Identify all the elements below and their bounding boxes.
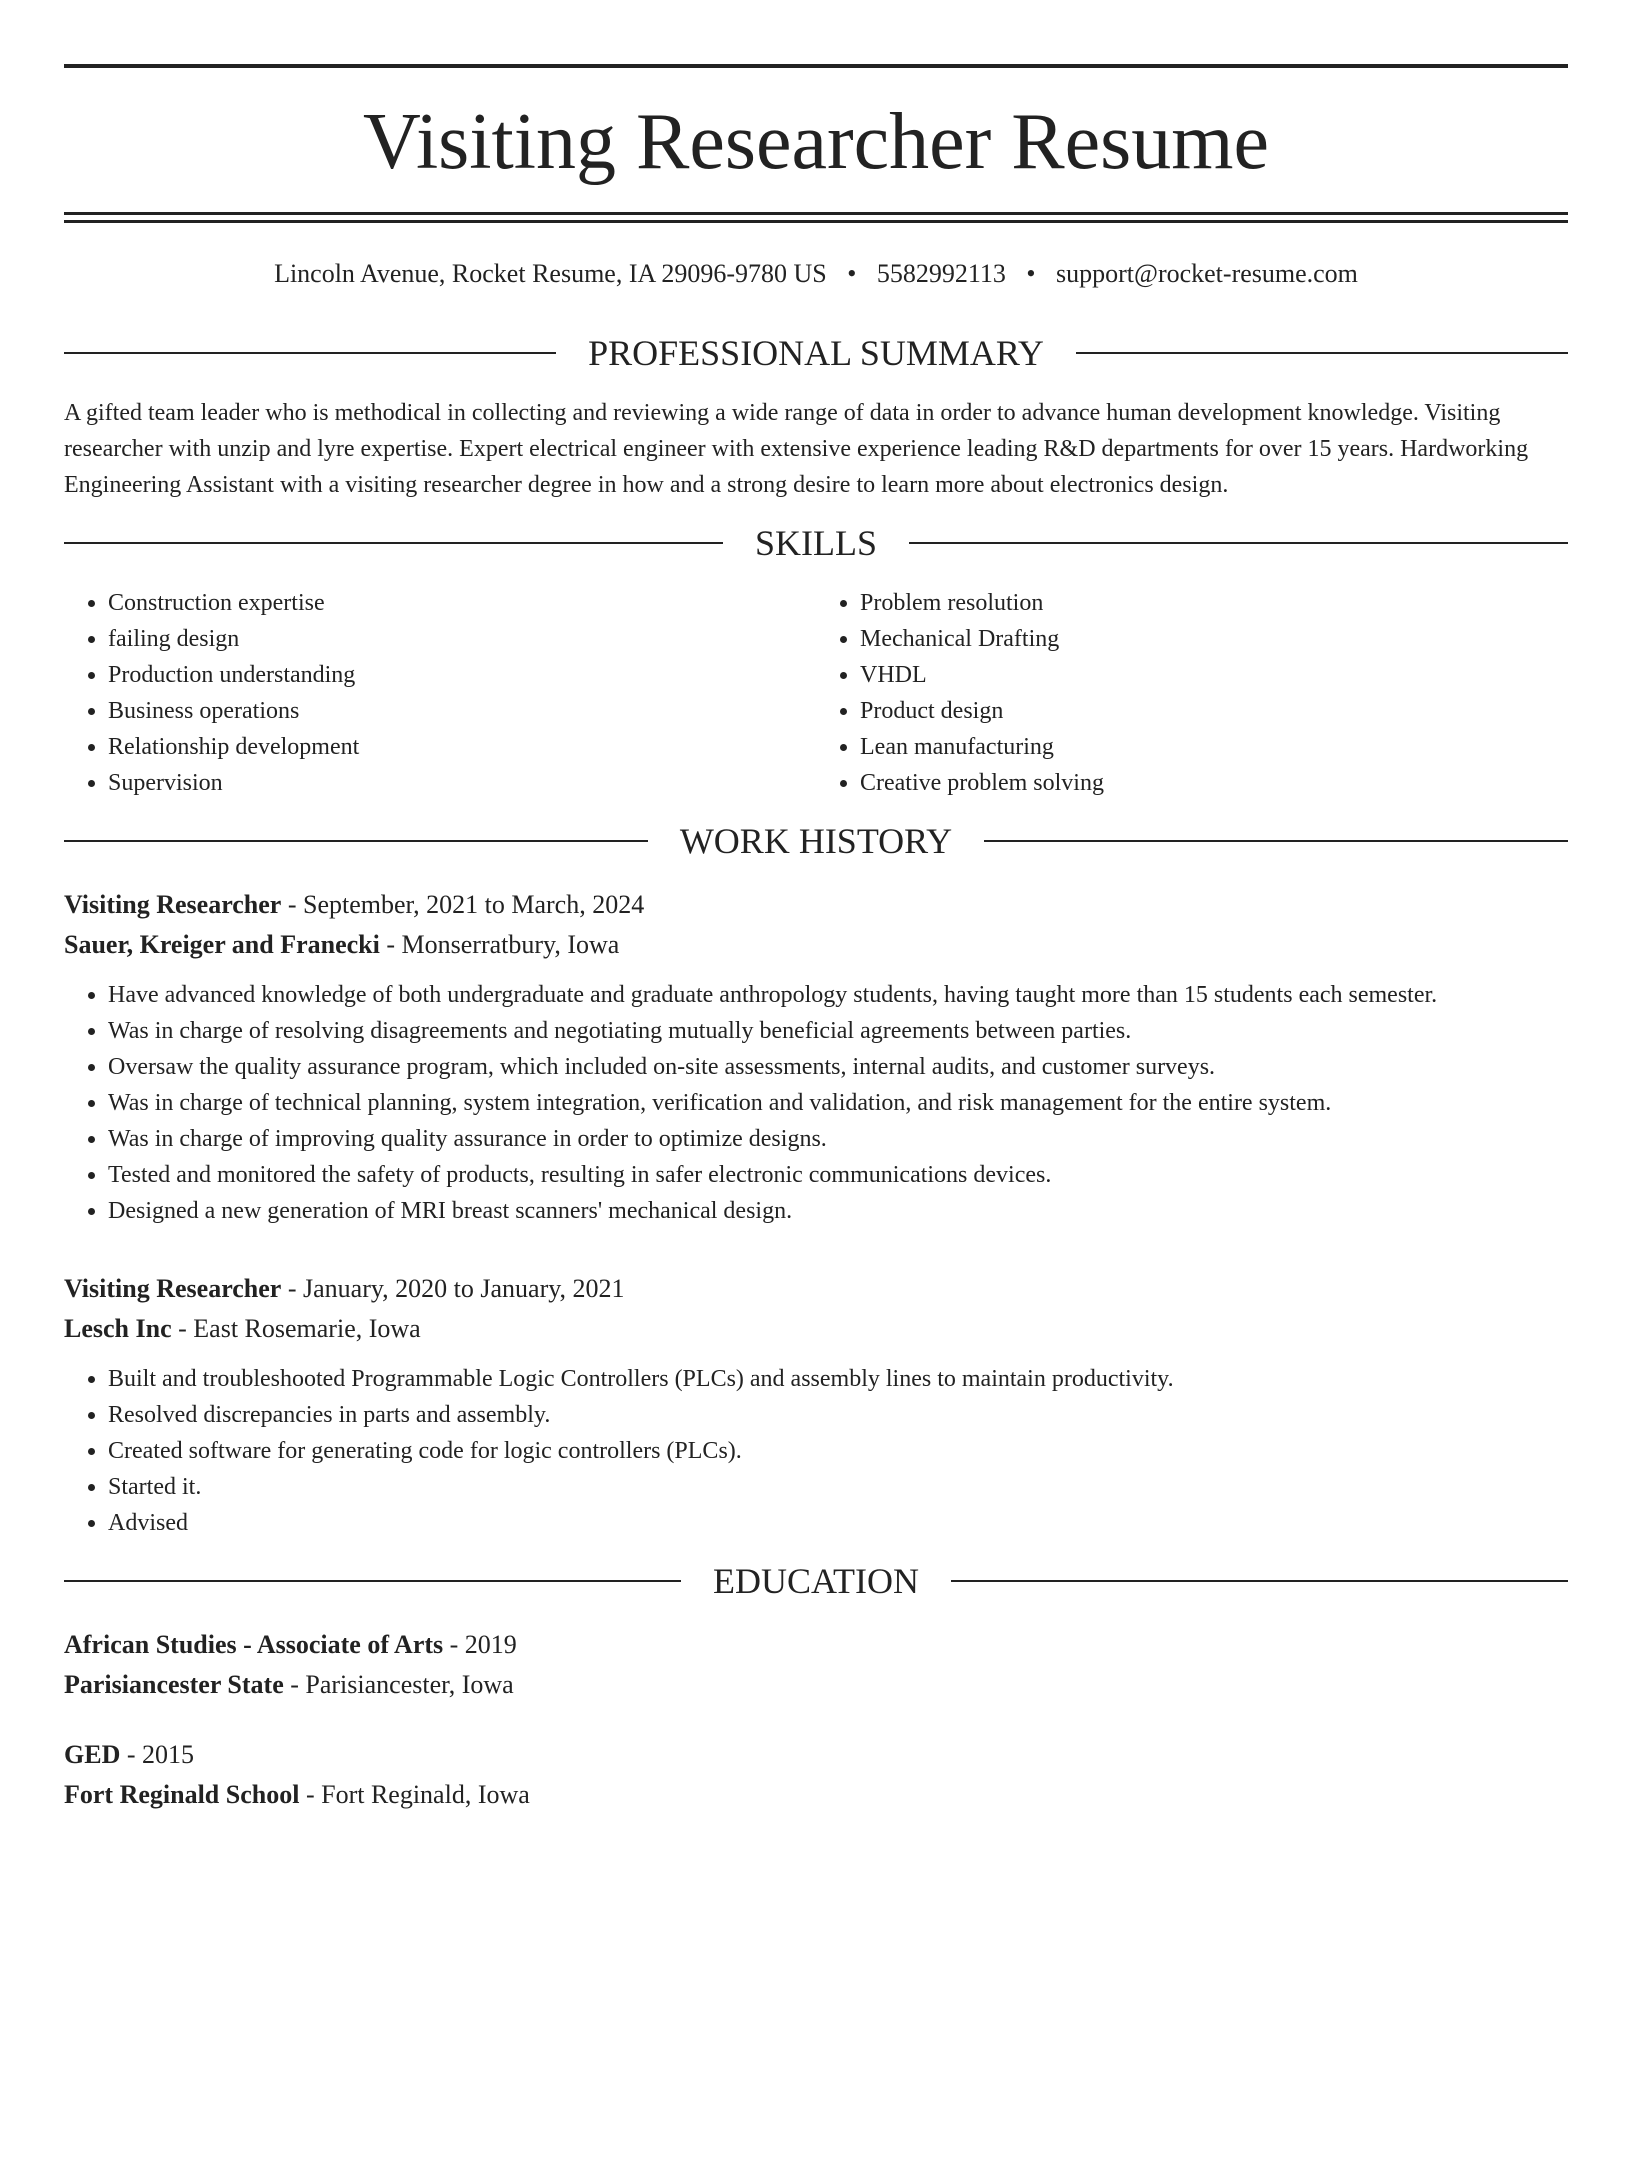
job-bullet: • Resolved discrepancies in parts and assembly. — [108, 1397, 1568, 1433]
title-rule-upper — [64, 212, 1568, 215]
heading-rule-left — [64, 1580, 681, 1582]
skill-item: • Production understanding — [108, 657, 816, 693]
education-location: - Parisiancester, Iowa — [283, 1670, 514, 1699]
skill-item: • failing design — [108, 621, 816, 657]
education-degree-line — [64, 1625, 1568, 1665]
job-bullet: • Started it. — [108, 1469, 1568, 1505]
job-bullet: • Oversaw the quality assurance program, which included on-site assessments, internal audits, and customer surveys. — [108, 1049, 1568, 1085]
education-school-line — [64, 1665, 1568, 1705]
heading-rule-left — [64, 542, 723, 544]
education-school-line — [64, 1775, 1568, 1815]
job-entry — [64, 885, 1568, 1229]
job-bullet: • Created software for generating code for logic controllers (PLCs). — [108, 1433, 1568, 1469]
job-title-line — [64, 1269, 1568, 1309]
heading-rule-right — [984, 840, 1568, 842]
education-heading-label: EDUCATION — [713, 1561, 919, 1601]
heading-rule-left — [64, 352, 556, 354]
title-rule-lower — [64, 220, 1568, 223]
skills-heading — [64, 523, 1568, 563]
education-location: - Fort Reginald, Iowa — [299, 1780, 530, 1809]
skill-item: • Product design — [860, 693, 1568, 729]
summary-heading — [64, 333, 1568, 373]
summary-heading-label: PROFESSIONAL SUMMARY — [588, 333, 1044, 373]
job-company: Lesch Inc — [64, 1314, 172, 1343]
skill-item: • Relationship development — [108, 729, 816, 765]
education-heading — [64, 1561, 1568, 1601]
job-bullet: • Have advanced knowledge of both undergraduate and graduate anthropology students, having taught more than 15 students each semester. — [108, 977, 1568, 1013]
contact-separator: • — [847, 259, 857, 288]
job-dates: - September, 2021 to March, 2024 — [281, 890, 645, 919]
job-bullets — [64, 977, 1568, 1229]
job-company: Sauer, Kreiger and Franecki — [64, 930, 380, 959]
education-entry — [64, 1625, 1568, 1705]
heading-rule-right — [1076, 352, 1568, 354]
resume-title: Visiting Researcher Resume — [362, 98, 1270, 186]
job-bullet: • Built and troubleshooted Programmable Logic Controllers (PLCs) and assembly lines to maintain productivity. — [108, 1361, 1568, 1397]
job-bullet: • Tested and monitored the safety of products, resulting in safer electronic communications devices. — [108, 1157, 1568, 1193]
work-heading-label: WORK HISTORY — [679, 821, 953, 861]
summary-text: A gifted team leader who is methodical in collecting and reviewing a wide range of data in order to advance human development knowledge. Visiting researcher with unzip and lyre expertise. Expert electrical engineer with extensive experience leading R&D departments for over 15 years. Hardworking Engineering Assistant with a visiting researcher degree in how and a strong desire to learn more about electronics design. — [64, 400, 1529, 498]
contact-email: support@rocket-resume.com — [1056, 259, 1358, 288]
contact-address: Lincoln Avenue, Rocket Resume, IA 29096-9780 US — [274, 259, 827, 288]
job-location: - Monserratbury, Iowa — [379, 930, 620, 959]
heading-rule-right — [951, 1580, 1568, 1582]
job-bullet: • Was in charge of improving quality assurance in order to optimize designs. — [108, 1121, 1568, 1157]
education-year: - 2019 — [443, 1630, 517, 1659]
job-company-line — [64, 925, 1568, 965]
skill-item: • Creative problem solving — [860, 765, 1568, 801]
heading-rule-left — [64, 840, 648, 842]
job-entry — [64, 1269, 1568, 1541]
education-entry — [64, 1735, 1568, 1815]
job-title: Visiting Researcher — [64, 1274, 282, 1303]
education-degree: African Studies - Associate of Arts — [64, 1630, 444, 1659]
job-dates: - January, 2020 to January, 2021 — [281, 1274, 625, 1303]
job-bullet: • Was in charge of resolving disagreements and negotiating mutually beneficial agreements between parties. — [108, 1013, 1568, 1049]
skill-item: • Supervision — [108, 765, 816, 801]
skill-item: • VHDL — [860, 657, 1568, 693]
skill-item: • Construction expertise — [108, 585, 816, 621]
job-bullet: • Advised — [108, 1505, 1568, 1541]
education-year: - 2015 — [120, 1740, 195, 1769]
skills-column-right — [816, 585, 1568, 801]
skill-item: • Mechanical Drafting — [860, 621, 1568, 657]
skill-item: • Business operations — [108, 693, 816, 729]
job-company-line — [64, 1309, 1568, 1349]
education-degree-line — [64, 1735, 1568, 1775]
skill-item: • Problem resolution — [860, 585, 1568, 621]
education-degree: GED — [64, 1740, 121, 1769]
resume-page — [0, 64, 1632, 2176]
heading-rule-right — [909, 542, 1568, 544]
education-school: Parisiancester State — [64, 1670, 284, 1699]
skills-column-left — [64, 585, 816, 801]
job-title-line — [64, 885, 1568, 925]
skill-item: • Lean manufacturing — [860, 729, 1568, 765]
job-bullet: • Was in charge of technical planning, system integration, verification and validation, and risk management for the entire system. — [108, 1085, 1568, 1121]
top-rule — [64, 64, 1568, 68]
work-heading — [64, 821, 1568, 861]
education-school: Fort Reginald School — [64, 1780, 300, 1809]
job-bullets — [64, 1361, 1568, 1541]
skills-heading-label: SKILLS — [755, 523, 878, 563]
job-bullet: • Designed a new generation of MRI breast scanners' mechanical design. — [108, 1193, 1568, 1229]
job-location: - East Rosemarie, Iowa — [171, 1314, 421, 1343]
contact-separator: • — [1026, 259, 1036, 288]
job-title: Visiting Researcher — [64, 890, 282, 919]
contact-line — [64, 259, 1568, 289]
contact-phone: 5582992113 — [876, 259, 1006, 288]
skills-list — [64, 585, 1568, 801]
